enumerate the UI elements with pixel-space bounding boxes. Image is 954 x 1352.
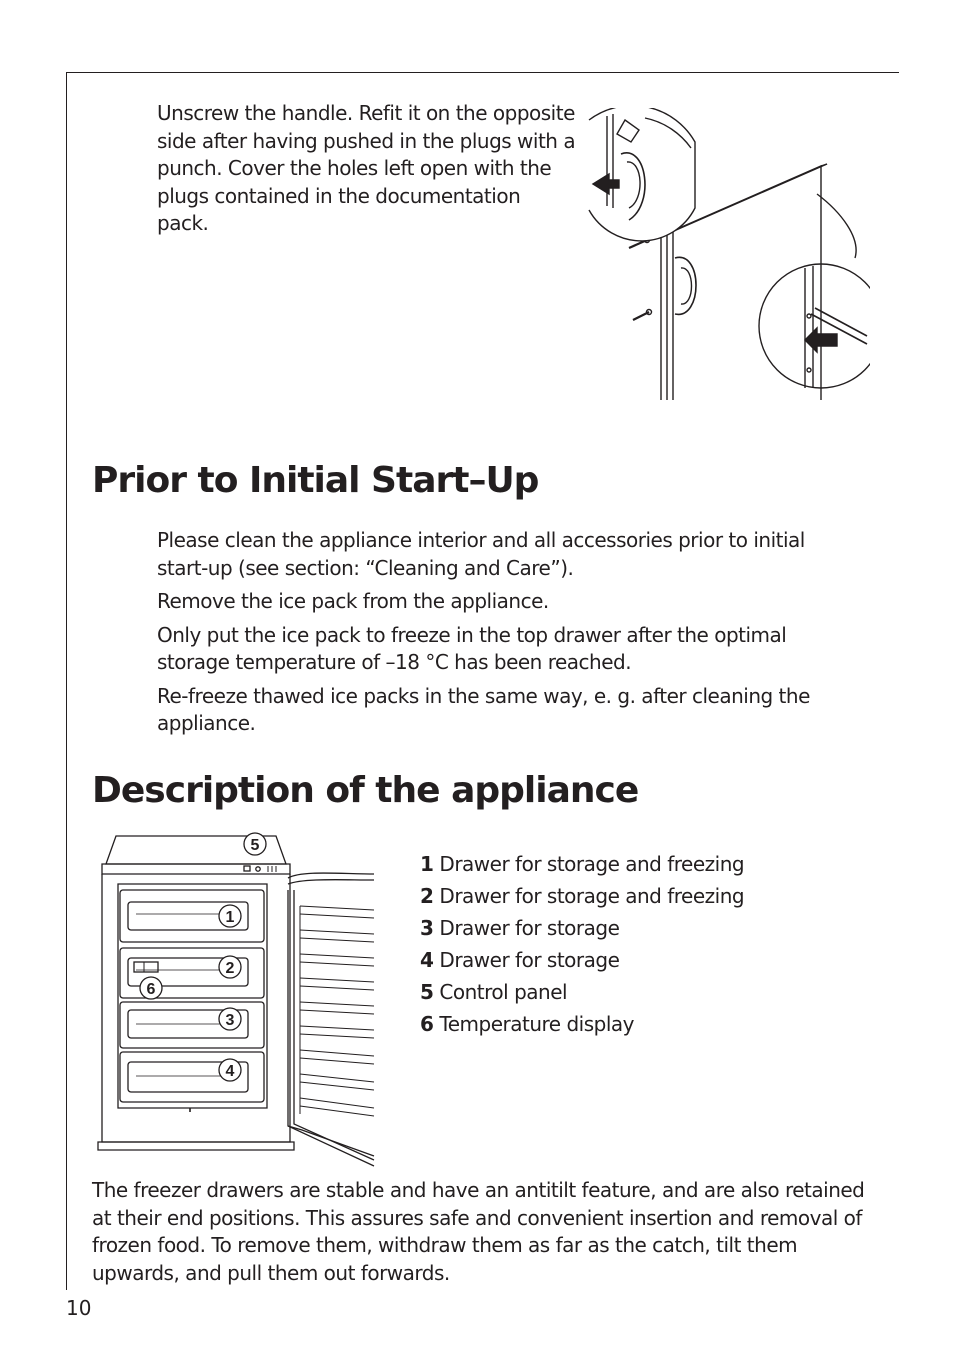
svg-text:6: 6 <box>146 981 156 998</box>
page-number: 10 <box>66 1296 92 1320</box>
svg-text:5: 5 <box>250 837 260 854</box>
startup-paragraph: Only put the ice pack to freeze in the top drawer after the optimal storage temperature of –18 °C has been reached. <box>157 622 787 674</box>
startup-paragraph: Remove the ice pack from the appliance. <box>157 589 549 613</box>
page-frame-top-rule <box>66 72 899 73</box>
svg-text:1: 1 <box>225 909 235 926</box>
handle-instructions: Unscrew the handle. Refit it on the opposite side after having pushed in the plugs with a punch. Cover the holes left open with the plugs contained in the documentation pack. <box>157 101 576 235</box>
callout-2 <box>219 956 241 978</box>
appliance-parts-legend <box>420 848 744 1040</box>
legend-item: 1 Drawer for storage and freezing <box>420 852 745 876</box>
startup-paragraph: Re-freeze thawed ice packs in the same way, e. g. after cleaning the appliance. <box>157 683 810 735</box>
section-heading-initial-startup: Prior to Initial Start–Up <box>92 460 539 501</box>
svg-text:4: 4 <box>225 1063 235 1080</box>
callout-6 <box>140 977 162 999</box>
callout-1 <box>219 905 241 927</box>
callout-5 <box>244 833 266 855</box>
svg-text:3: 3 <box>225 1012 235 1029</box>
startup-instructions <box>157 527 857 744</box>
startup-paragraph: Please clean the appliance interior and all accessories prior to initial start-up (see section: “Cleaning and Care”). <box>157 528 805 580</box>
legend-item: 6 Temperature display <box>420 1012 634 1036</box>
section-heading-appliance-description: Description of the appliance <box>92 770 639 811</box>
page-frame-left-rule <box>66 72 67 1290</box>
drawer-removal-paragraph: The freezer drawers are stable and have an antitilt feature, and are also retained at their end positions. This assures safe and convenient insertion and removal of frozen food. To remove them, withdraw them as far as the catch, tilt them upwards, and pull them out forwards. <box>92 1178 865 1285</box>
svg-text:2: 2 <box>225 960 235 977</box>
legend-item: 4 Drawer for storage <box>420 948 620 972</box>
freezer-appliance-diagram <box>92 830 377 1170</box>
callout-3 <box>219 1008 241 1030</box>
door-handle-illustration <box>585 108 870 404</box>
legend-item: 5 Control panel <box>420 980 568 1004</box>
legend-item: 2 Drawer for storage and freezing <box>420 884 745 908</box>
callout-4 <box>219 1059 241 1081</box>
legend-item: 3 Drawer for storage <box>420 916 620 940</box>
